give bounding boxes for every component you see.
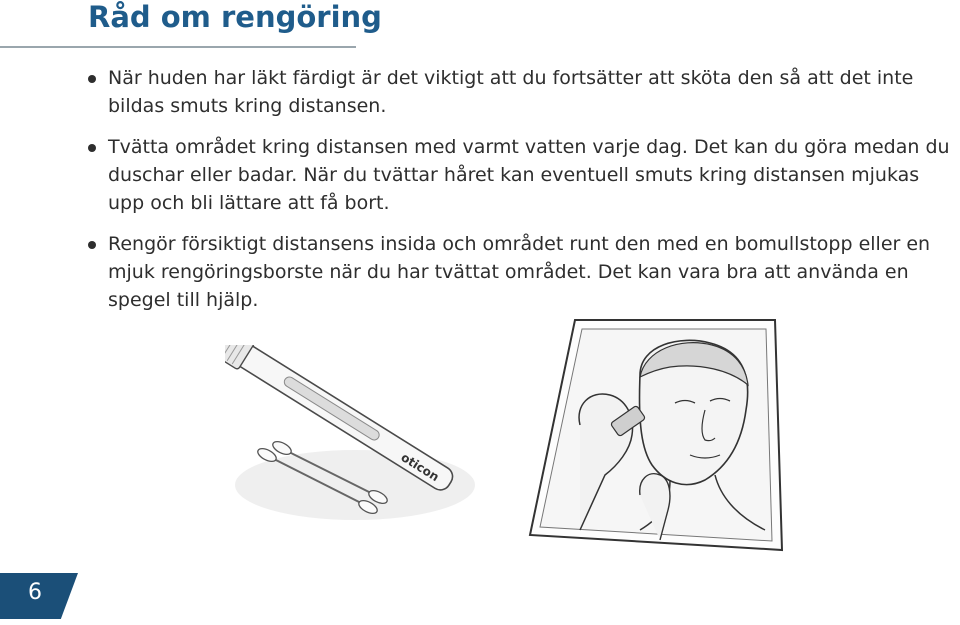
- bullet-icon: [88, 144, 96, 152]
- list-item: [88, 230, 960, 314]
- list-item: [88, 64, 960, 120]
- man-cleaning-in-mirror-icon: [520, 315, 785, 555]
- bullet-icon: [88, 75, 96, 83]
- bullet-text: Tvätta området kring distansen med varmt vatten varje dag. Det kan du göra medan du duschar eller badar. När du tvättar håret kan eventuell smuts kring distansen mjukas upp och bli lättare att få bort.: [108, 136, 950, 214]
- bullet-text: När huden har läkt färdigt är det viktigt att du fortsätter att sköta den så att det inte bildas smuts kring distansen.: [108, 67, 914, 117]
- page-title: Råd om rengöring: [88, 0, 382, 34]
- page-number: 6: [28, 580, 42, 605]
- list-item: [88, 133, 960, 217]
- toothbrush-and-cotton-swabs-icon: [225, 345, 475, 525]
- bullet-list: [88, 64, 960, 327]
- title-divider: [0, 46, 356, 48]
- brand-logo: oticon: [398, 450, 442, 485]
- bullet-icon: [88, 241, 96, 249]
- bullet-text: Rengör försiktigt distansens insida och området runt den med en bomullstopp eller en mjuk rengöringsborste när du har tvättat området. Det kan vara bra att använda en spegel till hjälp.: [108, 233, 931, 311]
